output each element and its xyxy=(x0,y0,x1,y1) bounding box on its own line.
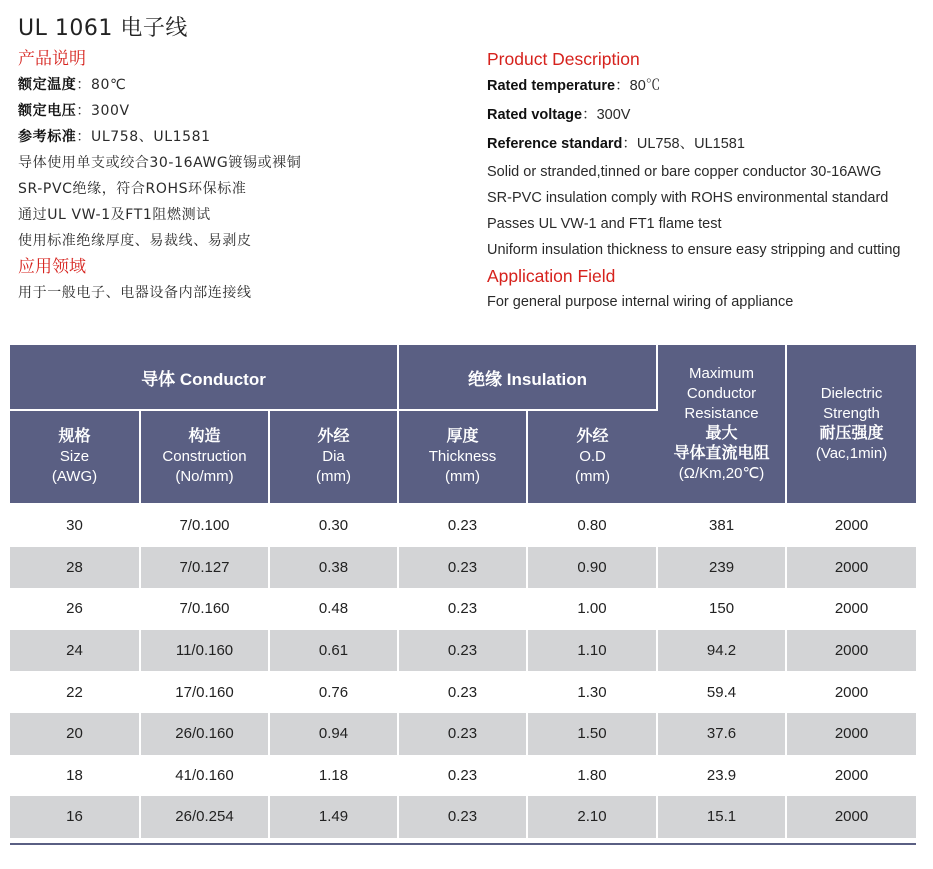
cell-size: 18 xyxy=(10,755,140,797)
chinese-description xyxy=(18,46,468,306)
header-insulation-group: 绝缘 Insulation xyxy=(398,345,657,410)
cn-rated-volt xyxy=(18,98,468,124)
cell-dia: 0.94 xyxy=(269,713,398,755)
cell-construction: 7/0.127 xyxy=(140,547,269,589)
cell-construction: 17/0.160 xyxy=(140,671,269,713)
cell-construction: 41/0.160 xyxy=(140,755,269,797)
en-desc-heading: Product Description xyxy=(487,49,640,69)
header-dia-en: Dia xyxy=(322,448,345,465)
cell-thickness: 0.23 xyxy=(398,713,527,755)
cell-resistance: 239 xyxy=(657,547,786,589)
en-rated-volt-label: Rated voltage xyxy=(487,107,583,123)
cn-line-4: 使用标准绝缘厚度、易裁线、易剥皮 xyxy=(18,233,252,249)
spec-table xyxy=(10,345,916,838)
cell-dielectric: 2000 xyxy=(786,671,916,713)
en-rated-temp-label: Rated temperature xyxy=(487,78,616,94)
cn-desc-heading: 产品说明 xyxy=(18,49,86,69)
header-resistance xyxy=(657,345,786,504)
cell-od: 0.90 xyxy=(527,547,657,589)
cn-line-3: 通过UL VW-1及FT1阻燃测试 xyxy=(18,207,211,223)
cell-resistance: 381 xyxy=(657,504,786,547)
cell-od: 1.10 xyxy=(527,630,657,672)
header-dia xyxy=(269,410,398,504)
cell-dielectric: 2000 xyxy=(786,755,916,797)
en-app-heading: Application Field xyxy=(487,266,616,286)
cell-dia: 0.48 xyxy=(269,588,398,630)
header-resistance-en3: Resistance xyxy=(684,405,759,422)
cell-construction: 7/0.100 xyxy=(140,504,269,547)
cn-ref-std xyxy=(18,124,468,150)
cn-app-text: 用于一般电子、电器设备内部连接线 xyxy=(18,285,252,301)
header-size xyxy=(10,410,140,504)
cell-thickness: 0.23 xyxy=(398,504,527,547)
en-line-4: Uniform insulation thickness to ensure easy stripping and cutting xyxy=(487,242,901,258)
english-description xyxy=(487,46,927,315)
en-rated-temp xyxy=(487,72,927,101)
cell-resistance: 94.2 xyxy=(657,630,786,672)
header-od-unit: (mm) xyxy=(575,468,611,485)
cell-thickness: 0.23 xyxy=(398,588,527,630)
cell-size: 16 xyxy=(10,796,140,838)
header-resistance-unit: (Ω/Km,20℃) xyxy=(678,465,765,482)
header-resistance-en2: Conductor xyxy=(686,385,757,402)
cell-size: 24 xyxy=(10,630,140,672)
cell-od: 1.80 xyxy=(527,755,657,797)
en-rated-volt-value: ：300V xyxy=(582,107,631,123)
header-resistance-cn2: 导体直流电阻 xyxy=(673,445,770,462)
cell-construction: 11/0.160 xyxy=(140,630,269,672)
en-line-3: Passes UL VW-1 and FT1 flame test xyxy=(487,216,722,232)
table-row xyxy=(10,755,916,797)
cell-thickness: 0.23 xyxy=(398,547,527,589)
spec-table-body xyxy=(10,504,916,838)
cell-thickness: 0.23 xyxy=(398,630,527,672)
cell-size: 22 xyxy=(10,671,140,713)
table-row xyxy=(10,796,916,838)
header-construction-cn: 构造 xyxy=(188,428,221,445)
cell-dia: 1.49 xyxy=(269,796,398,838)
cell-od: 2.10 xyxy=(527,796,657,838)
cn-rated-temp-value: ：80℃ xyxy=(76,77,127,93)
cn-ref-std-value: ：UL758、UL1581 xyxy=(76,129,211,145)
header-dielectric-unit: (Vac,1min) xyxy=(815,445,888,462)
cell-dielectric: 2000 xyxy=(786,547,916,589)
cell-dia: 0.38 xyxy=(269,547,398,589)
header-od-en: O.D xyxy=(579,448,606,465)
header-construction-en: Construction xyxy=(162,448,247,465)
cell-resistance: 15.1 xyxy=(657,796,786,838)
cn-rated-volt-value: ：300V xyxy=(76,103,130,119)
cell-od: 0.80 xyxy=(527,504,657,547)
page-title: UL 1061 电子线 xyxy=(18,16,188,41)
cn-line-1: 导体使用单支或绞合30-16AWG镀锡或裸铜 xyxy=(18,155,302,171)
cell-dielectric: 2000 xyxy=(786,713,916,755)
header-size-en: Size xyxy=(59,448,90,465)
header-thickness-unit: (mm) xyxy=(445,468,481,485)
cell-construction: 26/0.254 xyxy=(140,796,269,838)
header-construction xyxy=(140,410,269,504)
header-od-cn: 外经 xyxy=(576,428,609,445)
table-bottom-rule xyxy=(10,843,916,845)
cell-thickness: 0.23 xyxy=(398,671,527,713)
cell-thickness: 0.23 xyxy=(398,755,527,797)
cn-ref-std-label: 参考标准 xyxy=(18,129,77,145)
header-size-unit: (AWG) xyxy=(51,468,98,485)
cell-size: 26 xyxy=(10,588,140,630)
cell-dielectric: 2000 xyxy=(786,630,916,672)
table-row xyxy=(10,547,916,589)
cell-dielectric: 2000 xyxy=(786,588,916,630)
cell-thickness: 0.23 xyxy=(398,796,527,838)
cell-size: 20 xyxy=(10,713,140,755)
header-resistance-cn1: 最大 xyxy=(705,425,738,442)
cell-od: 1.30 xyxy=(527,671,657,713)
en-ref-std-value: ：UL758、UL1581 xyxy=(622,136,745,152)
cell-construction: 7/0.160 xyxy=(140,588,269,630)
header-dielectric-en1: Dielectric xyxy=(820,385,883,402)
cell-resistance: 59.4 xyxy=(657,671,786,713)
header-thickness-en: Thickness xyxy=(428,448,497,465)
cn-rated-temp xyxy=(18,72,468,98)
header-resistance-en1: Maximum xyxy=(689,365,755,382)
table-row xyxy=(10,713,916,755)
cell-construction: 26/0.160 xyxy=(140,713,269,755)
cell-size: 30 xyxy=(10,504,140,547)
table-row xyxy=(10,504,916,547)
cn-app-heading: 应用领域 xyxy=(18,257,86,277)
header-dielectric-en2: Strength xyxy=(823,405,880,422)
header-dia-cn: 外经 xyxy=(317,428,350,445)
cn-rated-temp-label: 额定温度 xyxy=(18,77,77,93)
en-rated-volt xyxy=(487,101,927,130)
en-ref-std-label: Reference standard xyxy=(487,136,623,152)
en-rated-temp-value: ：80℃ xyxy=(615,78,661,94)
cell-resistance: 37.6 xyxy=(657,713,786,755)
cell-dia: 0.61 xyxy=(269,630,398,672)
en-line-1: Solid or stranded,tinned or bare copper conductor 30-16AWG xyxy=(487,164,882,180)
header-dielectric xyxy=(786,345,916,504)
header-thickness-cn: 厚度 xyxy=(446,428,479,445)
cn-rated-volt-label: 额定电压 xyxy=(18,103,77,119)
table-row xyxy=(10,630,916,672)
cell-resistance: 23.9 xyxy=(657,755,786,797)
cell-dia: 0.30 xyxy=(269,504,398,547)
cell-od: 1.00 xyxy=(527,588,657,630)
en-app-text: For general purpose internal wiring of appliance xyxy=(487,294,794,310)
cn-line-2: SR-PVC绝缘，符合ROHS环保标准 xyxy=(18,181,247,197)
table-row xyxy=(10,671,916,713)
cell-size: 28 xyxy=(10,547,140,589)
header-construction-unit: (No/mm) xyxy=(175,468,234,485)
cell-dia: 0.76 xyxy=(269,671,398,713)
header-size-cn: 规格 xyxy=(58,428,91,445)
header-thickness xyxy=(398,410,527,504)
header-od xyxy=(527,410,657,504)
cell-dielectric: 2000 xyxy=(786,504,916,547)
en-ref-std xyxy=(487,130,927,159)
table-row xyxy=(10,588,916,630)
header-conductor-group: 导体 Conductor xyxy=(10,345,398,410)
en-line-2: SR-PVC insulation comply with ROHS environmental standard xyxy=(487,190,889,206)
header-dia-unit: (mm) xyxy=(316,468,351,485)
cell-od: 1.50 xyxy=(527,713,657,755)
cell-resistance: 150 xyxy=(657,588,786,630)
cell-dia: 1.18 xyxy=(269,755,398,797)
cell-dielectric: 2000 xyxy=(786,796,916,838)
header-dielectric-cn: 耐压强度 xyxy=(819,425,884,442)
